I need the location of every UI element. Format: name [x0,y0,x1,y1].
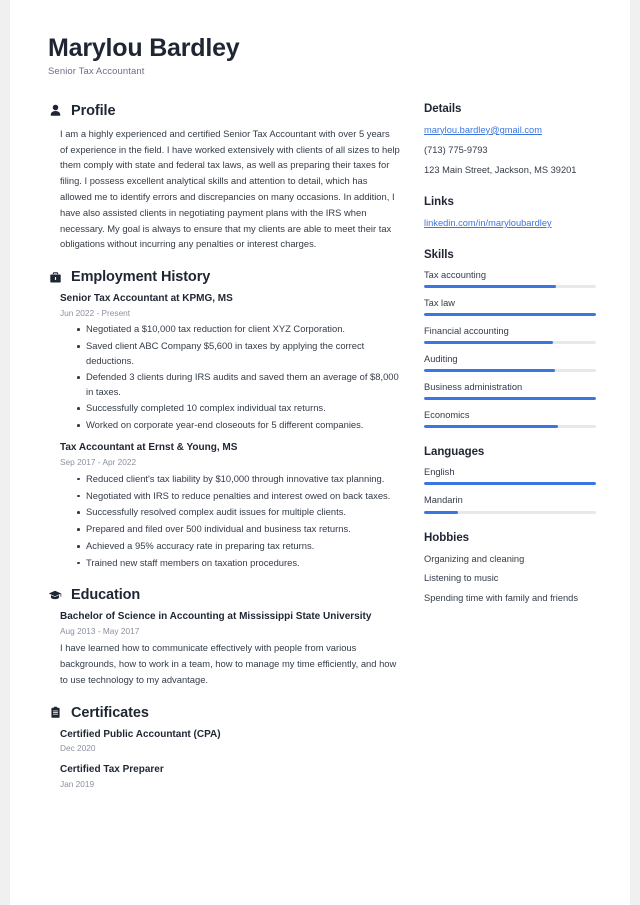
education-entry-title: Bachelor of Science in Accounting at Mississippi State University [60,611,372,623]
main-column [48,103,400,807]
bullet-item: Successfully resolved complex audit issues for multiple clients. [77,505,400,519]
skill-bar-track [424,285,596,288]
skill-bar-track [424,425,596,428]
sidebar-block-skills [424,249,596,428]
skill-label: Tax law [424,298,455,309]
section-profile-title: Profile [71,102,116,119]
language-label: English [424,467,455,478]
graduation-cap-icon [48,588,62,602]
sidebar-block-hobbies [424,532,596,607]
bullet-item: Prepared and filed over 500 individual and business tax returns. [77,522,400,536]
bullet-item: Trained new staff members on taxation procedures. [77,556,400,570]
bullet-item: Saved client ABC Company $5,600 in taxes by applying the correct deductions. [77,339,400,368]
skill-item [424,297,596,316]
skill-label: Business administration [424,382,523,393]
education-entry-description: I have learned how to communicate effectively with people from various backgrounds, how to work in a team, how to manage my time efficiently, and how to use technology to my advantage. [60,642,397,685]
employment-entry-bullets [60,472,400,570]
resume-header [48,34,600,77]
resume-columns [48,103,600,807]
employment-entry [60,441,400,570]
skill-label: Economics [424,410,470,421]
skill-item [424,409,596,428]
address-text: 123 Main Street, Jackson, MS 39201 [424,164,577,175]
hobby-item: Listening to music [424,573,499,584]
section-employment-header [48,269,400,285]
certificate-entry [60,728,400,754]
skill-bar-track [424,341,596,344]
user-icon [48,104,62,118]
briefcase-icon [48,270,62,284]
skill-bar-track [424,369,596,372]
employment-entry-title: Senior Tax Accountant at KPMG, MS [60,293,233,305]
bullet-item: Negotiated a $10,000 tax reduction for client XYZ Corporation. [77,322,400,336]
certificate-entry-title: Certified Tax Preparer [60,764,164,775]
language-bar-fill [424,511,458,514]
phone-text: (713) 775-9793 [424,144,488,155]
bullet-item: Negotiated with IRS to reduce penalties and interest owed on back taxes. [77,489,400,503]
skill-item [424,353,596,372]
language-bar-track [424,511,596,514]
skill-bar-fill [424,341,553,344]
sidebar-hobbies-title: Hobbies [424,531,470,544]
education-entry-date: Aug 2013 - May 2017 [60,625,140,636]
sidebar-links-title: Links [424,195,454,208]
skill-bar-fill [424,397,596,400]
employment-entry-bullets [60,322,400,432]
skill-bar-track [424,313,596,316]
section-profile-header [48,103,400,119]
candidate-name: Marylou Bardley [48,34,240,62]
bullet-item: Worked on corporate year-end closeouts for 5 different companies. [77,418,400,432]
education-entry [60,610,400,688]
skill-bar-fill [424,313,596,316]
bullet-item: Achieved a 95% accuracy rate in preparing tax returns. [77,539,400,553]
sidebar-skills-title: Skills [424,248,454,261]
skill-label: Financial accounting [424,326,509,337]
employment-entry-date: Sep 2017 - Apr 2022 [60,456,137,467]
section-certificates [48,705,400,790]
sidebar-languages-title: Languages [424,446,485,459]
section-education-body [48,610,400,688]
skill-label: Tax accounting [424,269,487,280]
section-certificates-body [48,728,400,790]
section-employment-history [48,269,400,570]
section-profile-body [48,126,400,252]
hobby-item: Spending time with family and friends [424,593,578,604]
bullet-item: Reduced client's tax liability by $10,000 through innovative tax planning. [77,472,400,486]
side-column [424,103,596,624]
candidate-job-title: Senior Tax Accountant [48,65,145,77]
resume-page [10,0,630,905]
employment-entry [60,292,400,432]
language-bar-fill [424,482,596,485]
skill-bar-fill [424,369,555,372]
language-item [424,466,596,485]
skill-bar-fill [424,285,556,288]
section-certificates-title: Certificates [71,704,149,721]
certificate-entry [60,763,400,789]
sidebar-block-links [424,196,596,231]
section-education-header [48,587,400,603]
skill-bar-fill [424,425,558,428]
language-item [424,494,596,513]
language-label: Mandarin [424,495,463,506]
section-employment-body [48,292,400,570]
sidebar-block-languages [424,446,596,513]
sidebar-block-details [424,103,596,178]
section-education-title: Education [71,587,141,604]
linkedin-link[interactable]: linkedin.com/in/maryloubardley [424,217,552,228]
skill-bar-track [424,397,596,400]
certificate-entry-title: Certified Public Accountant (CPA) [60,728,221,740]
employment-entry-date: Jun 2022 - Present [60,307,131,318]
bullet-item: Successfully completed 10 complex individual tax returns. [77,401,400,415]
section-employment-title: Employment History [71,269,211,286]
certificate-entry-date: Dec 2020 [60,743,96,754]
section-profile [48,103,400,252]
section-education [48,587,400,688]
profile-summary-text: I am a highly experienced and certified Senior Tax Accountant with over 5 years of experience in the field. I have worked extensively with clients of all sizes to help them comply with state and federal tax laws, as well as preparing their taxes for filing. I possess excellent analytical skills and attention to detail, which has allowed me to identify errors and discrepancies on many occasions. In addition, I have also assisted clients in negotiating payment plans with the IRS when necessary. My goal is always to ensure that my clients are able to meet their tax obligations without incurring any penalties or interest charges. [60,127,400,250]
bullet-item: Defended 3 clients during IRS audits and saved them an average of $8,000 in taxes. [77,370,400,399]
email-link[interactable]: marylou.bardley@gmail.com [424,124,542,135]
section-certificates-header [48,705,400,721]
sidebar-details-title: Details [424,102,462,115]
skill-label: Auditing [424,354,458,365]
hobby-item: Organizing and cleaning [424,553,525,564]
skill-item [424,325,596,344]
clipboard-icon [48,706,62,720]
skill-item [424,269,596,288]
certificate-entry-date: Jan 2019 [60,778,95,789]
language-bar-track [424,482,596,485]
skill-item [424,381,596,400]
employment-entry-title: Tax Accountant at Ernst & Young, MS [60,442,238,454]
